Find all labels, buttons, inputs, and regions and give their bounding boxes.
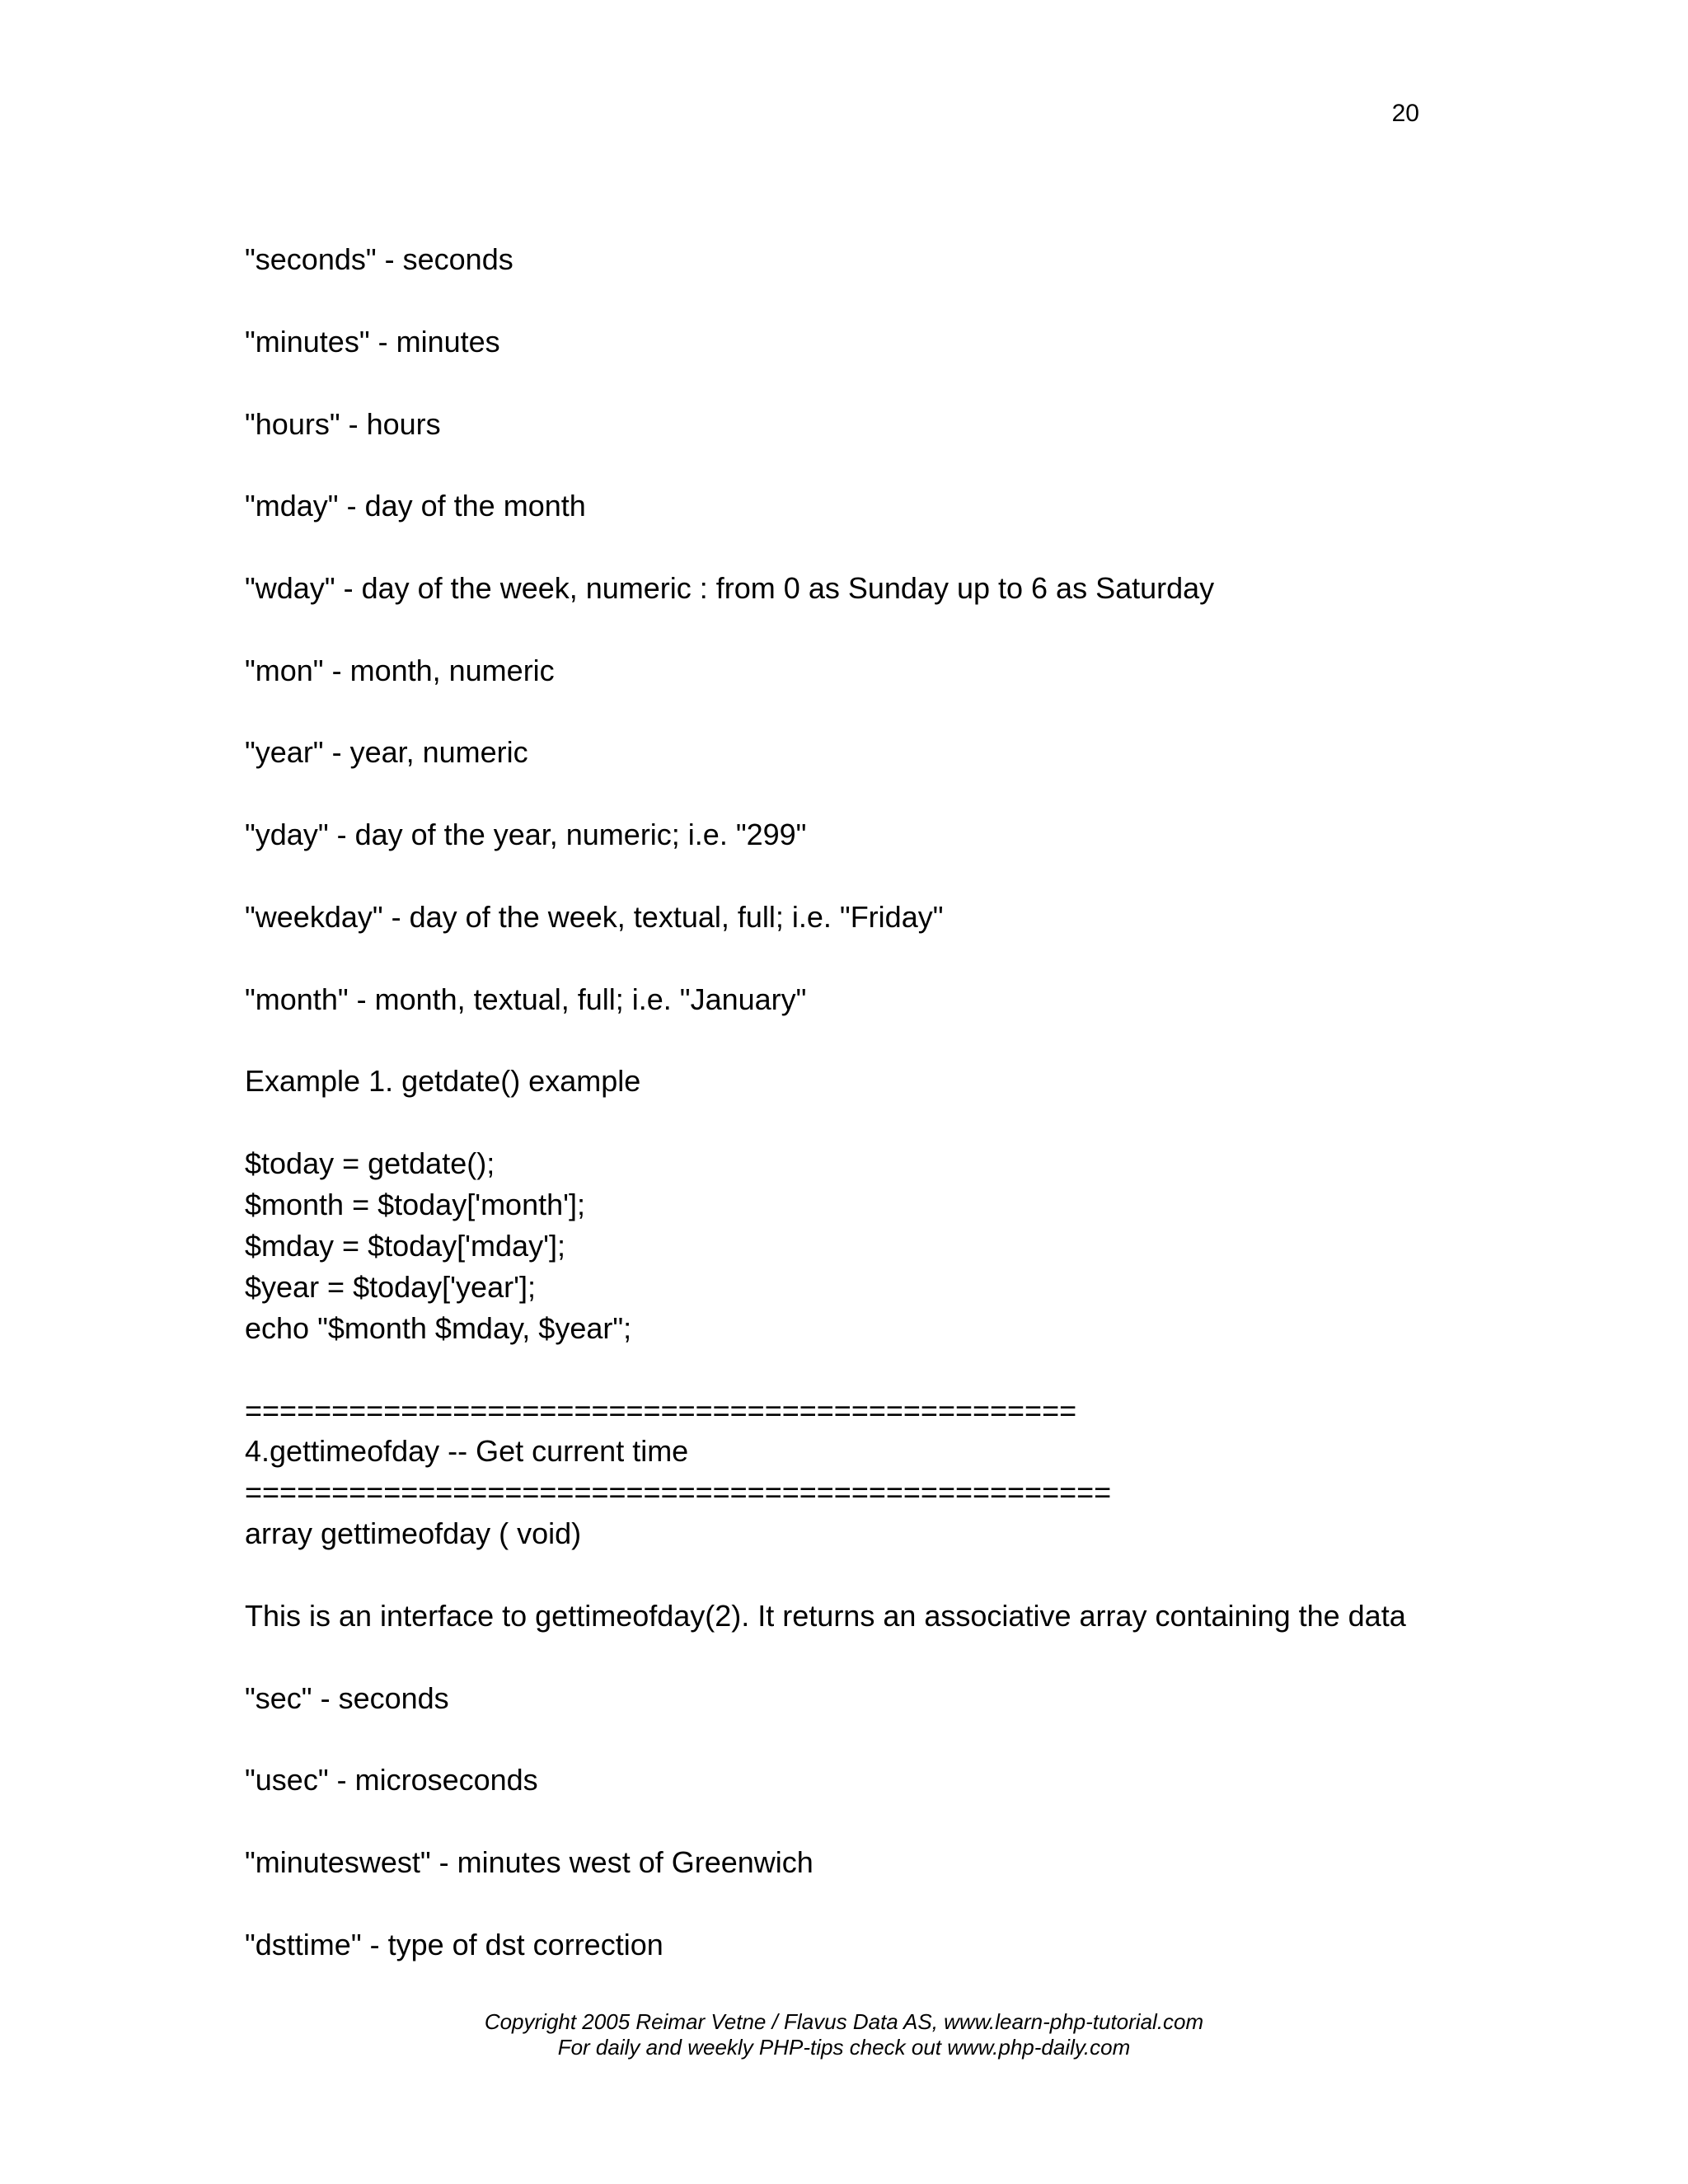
- code-line: $today = getdate();: [245, 1146, 495, 1180]
- footer-tips: For daily and weekly PHP-tips check out www.php-daily.com: [557, 2035, 1131, 2060]
- separator-top: ================================================: [245, 1394, 1077, 1427]
- footer-copyright: Copyright 2005 Reimar Vetne / Flavus Data AS, www.learn-php-tutorial.com: [484, 2009, 1204, 2034]
- gettimeofday-field-minuteswest: "minuteswest" - minutes west of Greenwich: [245, 1845, 814, 1879]
- code-line: $month = $today['month'];: [245, 1188, 585, 1221]
- gettimeofday-field-usec: "usec" - microseconds: [245, 1763, 538, 1797]
- function-signature: array gettimeofday ( void): [245, 1516, 582, 1550]
- code-line: $mday = $today['mday'];: [245, 1229, 565, 1263]
- getdate-field-yday: "yday" - day of the year, numeric; i.e. "299": [245, 818, 807, 851]
- page-number: 20: [1391, 100, 1419, 127]
- getdate-field-month: "month" - month, textual, full; i.e. "January": [245, 982, 807, 1016]
- getdate-field-minutes: "minutes" - minutes: [245, 325, 500, 359]
- getdate-field-hours: "hours" - hours: [245, 407, 441, 441]
- getdate-field-year: "year" - year, numeric: [245, 735, 528, 769]
- getdate-field-mon: "mon" - month, numeric: [245, 654, 555, 687]
- example-title: Example 1. getdate() example: [245, 1064, 641, 1098]
- gettimeofday-field-sec: "sec" - seconds: [245, 1681, 449, 1715]
- code-line: $year = $today['year'];: [245, 1270, 536, 1304]
- getdate-field-wday: "wday" - day of the week, numeric : from 0 as Sunday up to 6 as Saturday: [245, 571, 1215, 605]
- getdate-field-mday: "mday" - day of the month: [245, 489, 586, 523]
- getdate-field-weekday: "weekday" - day of the week, textual, full; i.e. "Friday": [245, 900, 944, 934]
- getdate-field-seconds: "seconds" - seconds: [245, 242, 513, 276]
- gettimeofday-field-dsttime: "dsttime" - type of dst correction: [245, 1928, 663, 1961]
- separator-bottom: ==================================================: [245, 1475, 1112, 1509]
- description: This is an interface to gettimeofday(2). It returns an associative array containing the data: [245, 1599, 1406, 1633]
- section-heading: 4.gettimeofday -- Get current time: [245, 1434, 689, 1468]
- code-line: echo "$month $mday, $year";: [245, 1311, 632, 1345]
